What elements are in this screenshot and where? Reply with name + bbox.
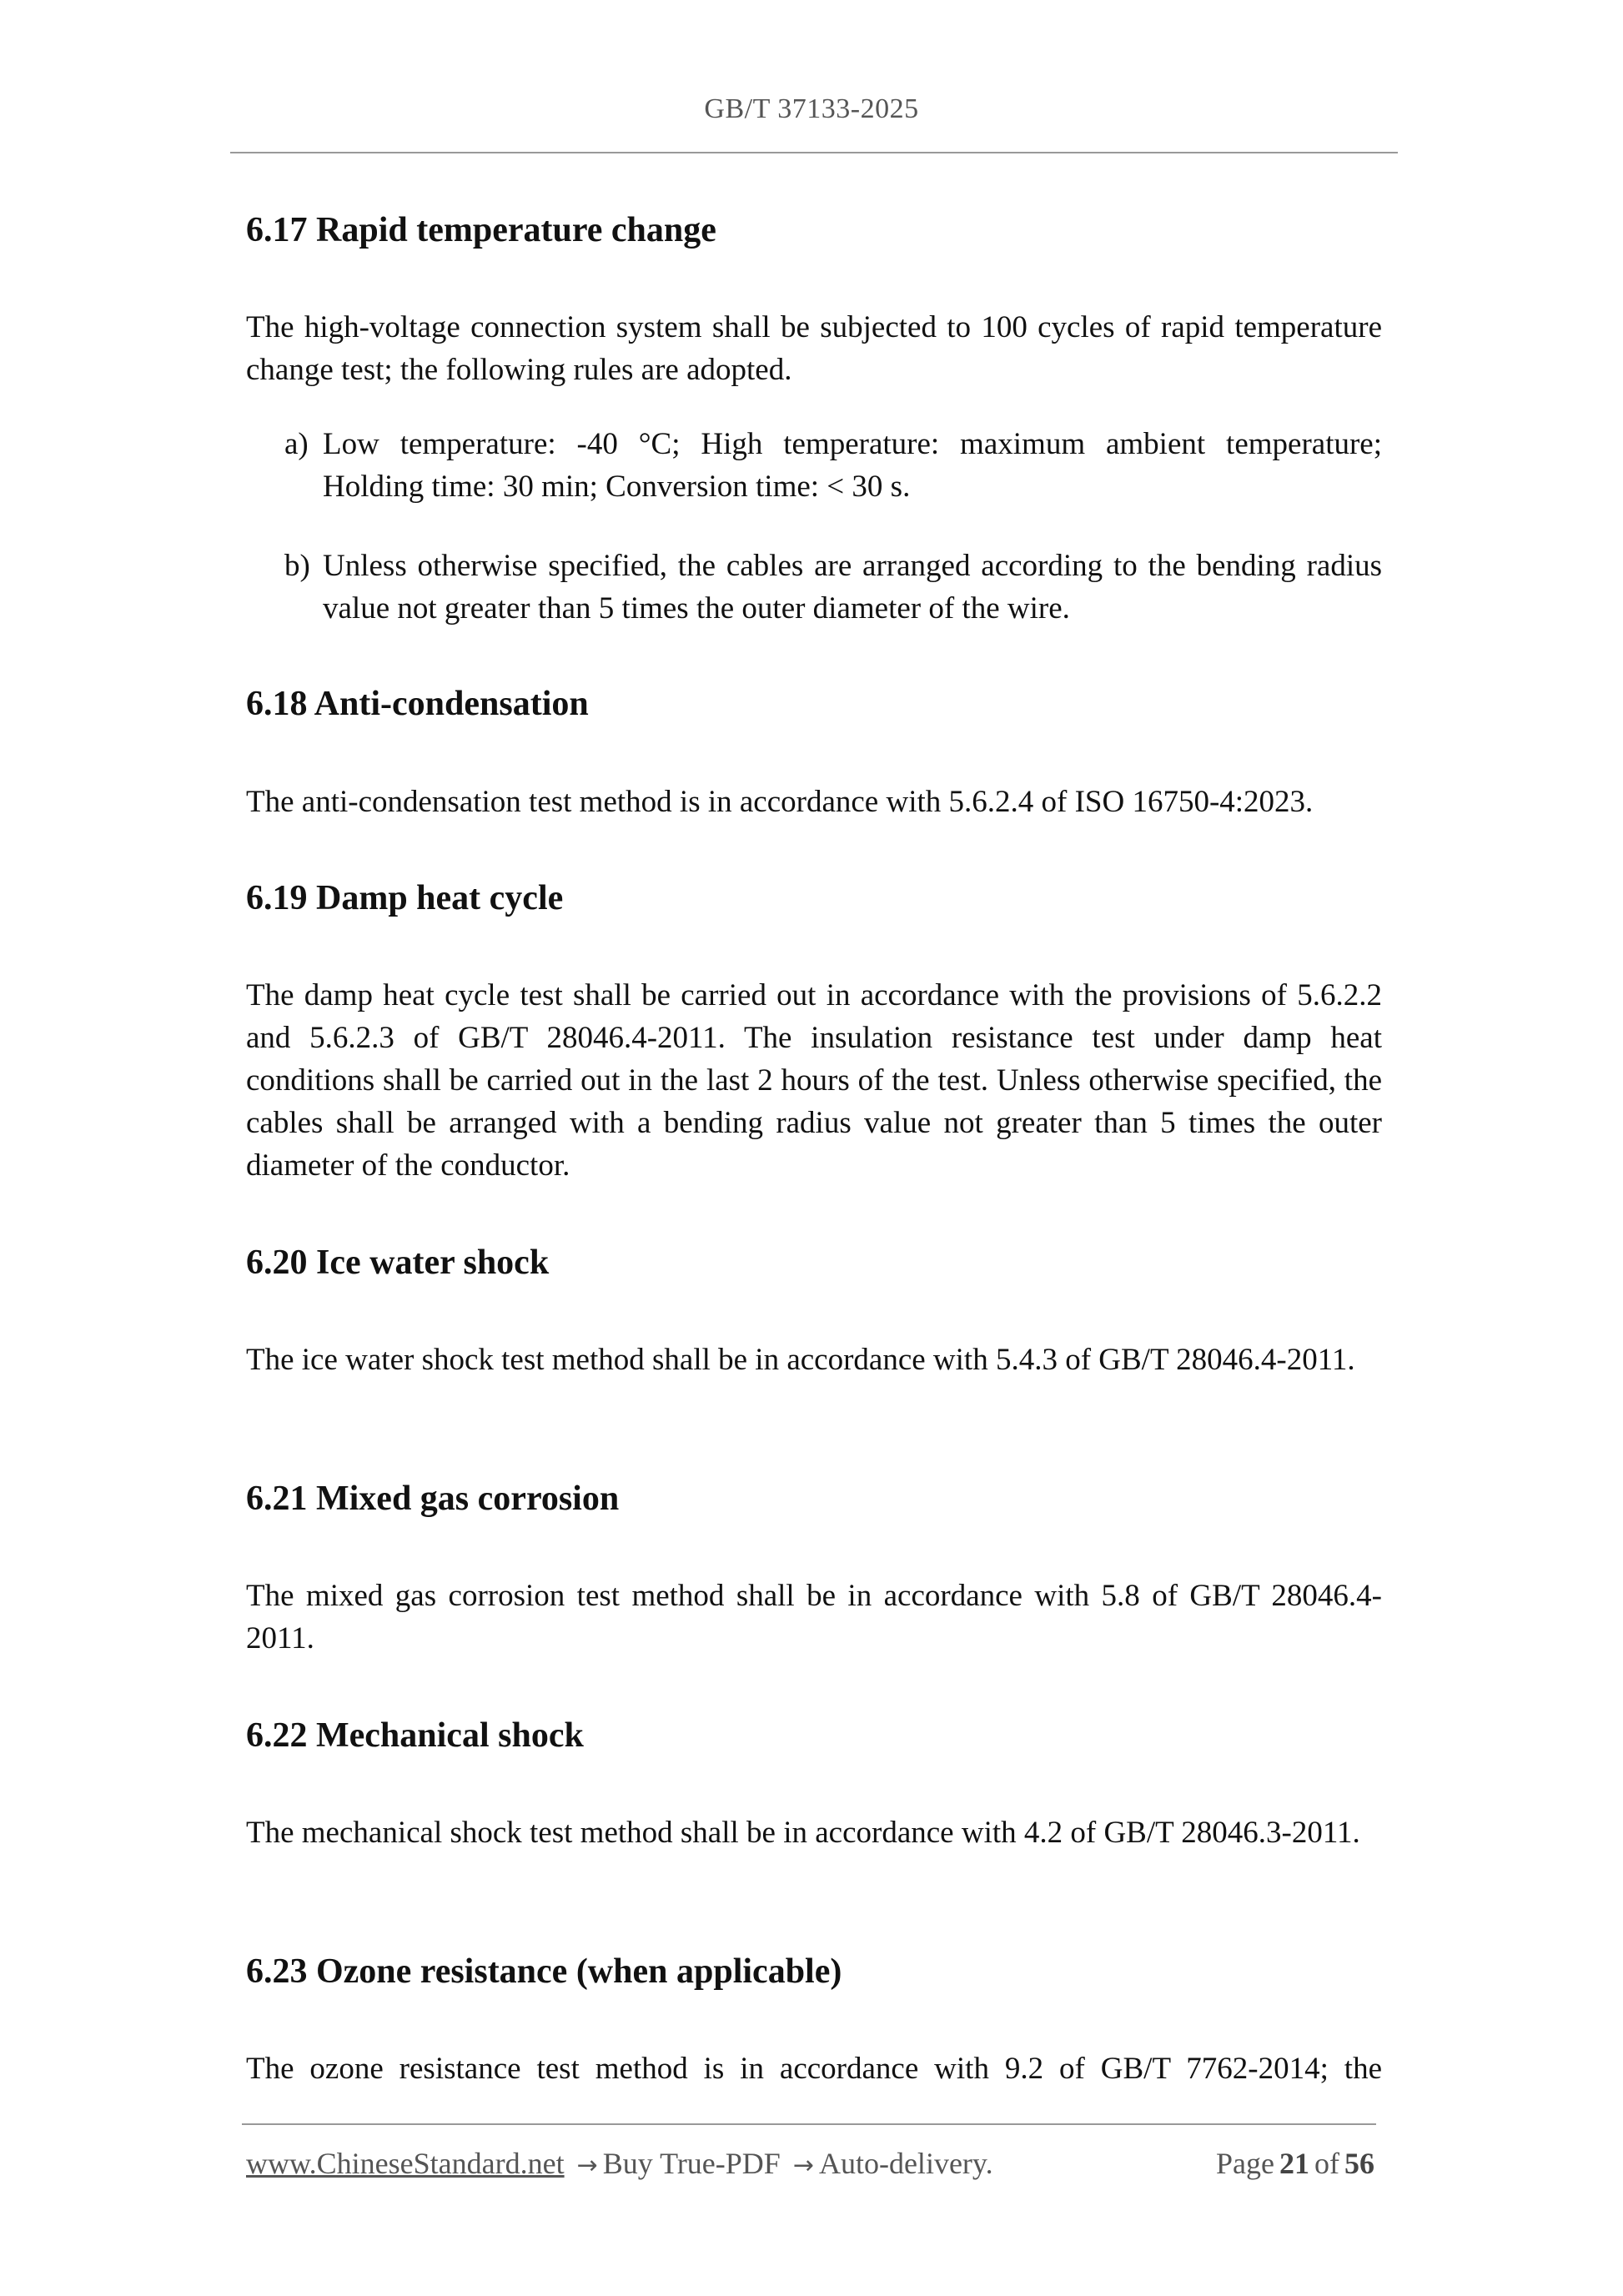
header-divider: [230, 152, 1398, 153]
footer-step-delivery: Auto-delivery.: [818, 2147, 993, 2180]
section-heading-6-18: 6.18 Anti-condensation: [246, 685, 589, 723]
section-paragraph-6-17: The high-voltage connection system shall be subjected to 100 cycles of rapid temperature change test; the following rules are adopted.: [246, 310, 1382, 387]
section-paragraph-6-23: The ozone resistance test method is in accordance with 9.2 of GB/T 7762-2014; the: [246, 2052, 1382, 2086]
list-marker-a: a): [284, 427, 309, 461]
section-heading-6-21: 6.21 Mixed gas corrosion: [246, 1480, 620, 1518]
section-paragraph-6-20: The ice water shock test method shall be in accordance with 5.4.3 of GB/T 28046.4-2011.: [246, 1343, 1355, 1377]
footer-promo: [246, 2146, 993, 2181]
website-link[interactable]: www.ChineseStandard.net: [246, 2147, 565, 2180]
section-paragraph-6-21: The mixed gas corrosion test method shall be in accordance with 5.8 of GB/T 28046.4-2011.: [246, 1579, 1382, 1655]
page-total: 56: [1344, 2147, 1374, 2180]
footer-divider: [242, 2123, 1376, 2125]
list-text-b: Unless otherwise specified, the cables are arranged according to the bending radius value not greater than 5 times the outer diameter of the wire.: [323, 549, 1382, 625]
list-item-b: [284, 545, 1382, 630]
section-paragraph-6-18: The anti-condensation test method is in accordance with 5.6.2.4 of ISO 16750-4:2023.: [246, 785, 1314, 819]
arrow-right-icon: →: [792, 2151, 814, 2180]
footer-step-buy: Buy True-PDF: [602, 2147, 781, 2180]
section-heading-6-19: 6.19 Damp heat cycle: [246, 879, 564, 917]
page-label: Page: [1216, 2147, 1274, 2180]
section-paragraph-6-22: The mechanical shock test method shall be in accordance with 4.2 of GB/T 28046.3-2011.: [246, 1816, 1360, 1850]
arrow-right-icon: →: [576, 2151, 598, 2180]
section-paragraph-6-19: The damp heat cycle test shall be carried out in accordance with the provisions of 5.6.2.2 and 5.6.2.3 of GB/T 28046.4-2011. The insulation resistance test under damp heat conditions shall be carried out in the last 2 hours of the test. Unless otherwise specified, the cables shall be arranged with a bending radius value not greater than 5 times the outer diameter of the conductor.: [246, 978, 1382, 1183]
page-number: [1211, 2146, 1374, 2181]
section-heading-6-22: 6.22 Mechanical shock: [246, 1716, 584, 1755]
document-header-title: GB/T 37133-2025: [704, 93, 919, 124]
section-heading-6-23: 6.23 Ozone resistance (when applicable): [246, 1952, 842, 1991]
list-text-a: Low temperature: -40 °C; High temperature: maximum ambient temperature; Holding time: 30 min; Conversion time: < 30 s.: [323, 427, 1382, 504]
section-heading-6-20: 6.20 Ice water shock: [246, 1243, 550, 1282]
page-of-label: of: [1314, 2147, 1339, 2180]
page-current: 21: [1279, 2147, 1309, 2180]
page-footer: [246, 2146, 1374, 2181]
section-heading-6-17: 6.17 Rapid temperature change: [246, 211, 716, 249]
list-item-a: [284, 423, 1382, 508]
list-marker-b: b): [284, 549, 310, 583]
